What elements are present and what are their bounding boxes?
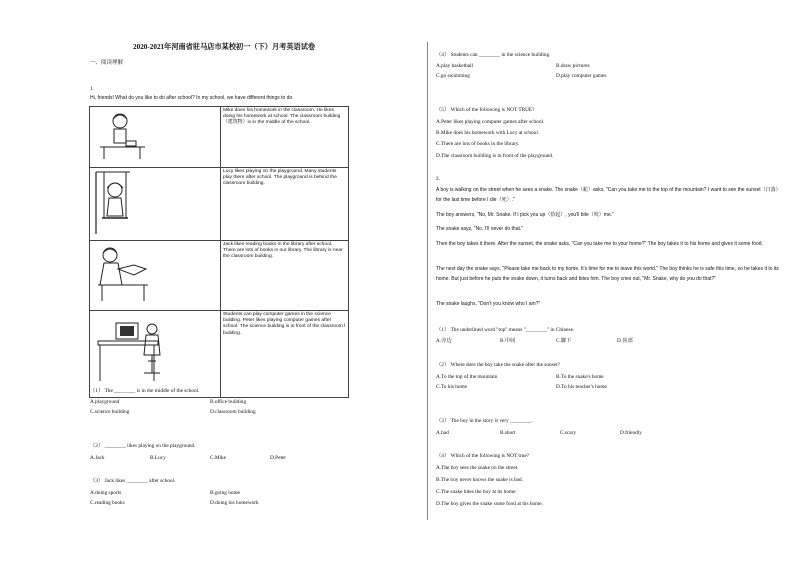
option-b: B.Mike does his homework with Lucy at school.: [436, 130, 540, 136]
question-4: （4） Students can ________ in the science building.: [436, 52, 551, 58]
passage-number: 2.: [436, 176, 440, 182]
option-b: B.To the snake's home: [556, 374, 604, 380]
option-d: D.doing his homework: [210, 500, 259, 506]
option-c: C.The snake bites the boy at its home.: [436, 489, 517, 495]
boy-reading-icon: [90, 241, 220, 305]
passage-paragraph: The boy answers, "No, Mr. Snake. If I pick you up（拾起）, you'll bite（咬）me.": [436, 212, 614, 218]
girl-on-swing-icon: [90, 168, 220, 235]
option-a: A.doing sports: [90, 490, 122, 496]
question-5: （5） Which of the following is NOT TRUE?: [436, 107, 535, 113]
option-a: A.To the top of the mountain: [436, 374, 498, 380]
question-2: （2） ________ likes playing on the playground.: [90, 443, 196, 449]
passage-paragraph: Then the boy takes it there. After the sunset, the snake asks, "Can you take me to your home?" The boy takes it to his home and gives it some food.: [436, 241, 763, 247]
question-2: （2） Where does the boy take the snake after the sunset?: [436, 362, 560, 368]
row-text: Students can play computer games in the science building. Peter likes playing computer games after school. The science building is in front of the classroom l building.: [223, 312, 346, 336]
option-c: C.To his home: [436, 384, 467, 390]
passage-paragraph: The snake laughs, "Don't you know who I am?": [436, 301, 541, 307]
column-divider: [427, 42, 428, 520]
option-d: D.classroom building: [210, 409, 256, 415]
option-b: B.short: [500, 430, 516, 436]
question-1: （1） The underlined word "top" means "________" in Chinese.: [436, 327, 575, 333]
option-c: C.scary: [560, 430, 577, 436]
passage-paragraph: The next day the snake says, "Please take me back to my home. It's time for me to leave this world." The boy thinks he is safe this time, so he takes it to its home. But just before he puts the snake down, it turns back and bites him. The boy cries out, "Mr. Snake, why do you do that?": [436, 266, 779, 282]
picture-cell: [90, 107, 221, 168]
picture-table: [89, 106, 349, 398]
option-d: D.play computer games: [556, 73, 607, 79]
boy-doing-homework-icon: [90, 107, 220, 162]
passage-number: 1.: [90, 86, 94, 92]
question-3: （3） Jack likes ________ after school.: [90, 478, 176, 484]
passage-paragraph: The snake says, "No, I'll never do that.": [436, 226, 524, 232]
option-a: A.bad: [436, 430, 449, 436]
option-c: C.science building: [90, 409, 130, 415]
option-d: D.Peter: [270, 455, 287, 461]
option-d: D.The boy gives the snake some food at his home.: [436, 501, 543, 507]
option-c: C.脚下: [556, 338, 572, 344]
option-a: A.playground: [90, 399, 120, 405]
row-text: Jack likes reading books in the library after school. There are lots of books in our library. The library is near the classroom building.: [223, 242, 343, 260]
option-d: D.顶部: [617, 338, 633, 344]
page-title: 2020-2021年河南省驻马店市某校初一（下）月考英语试卷: [133, 43, 316, 51]
option-d: D.The classroom building is in front of the playground.: [436, 153, 554, 159]
option-b: B.going home: [210, 490, 241, 496]
option-b: B.中间: [500, 338, 516, 344]
option-c: C.There are lots of books in the library.: [436, 141, 520, 147]
question-4: （4） Which of the following is NOT true?: [436, 453, 530, 459]
picture-cell: [90, 311, 221, 398]
option-a: A.The boy sees the snake on the street.: [436, 465, 519, 471]
option-d: D.friendly: [620, 430, 642, 436]
option-b: B.office building: [210, 399, 247, 405]
option-a: A.旁边: [436, 338, 452, 344]
option-a: A.Jack: [90, 455, 105, 461]
row-text: Mike does his homework in the classroom. He likes doing his homework at school. The classroom building（建筑物）is in the middle of the school.: [223, 108, 341, 126]
option-c: C.go swimming: [436, 73, 470, 79]
option-c: C.reading books: [90, 500, 125, 506]
section-heading: 一、阅读理解: [90, 60, 124, 66]
row-text: Lucy likes playing on the playground. Many students play there after school. The playground is behind the classroom building.: [223, 169, 337, 187]
option-a: A.Peter likes playing computer games after school.: [436, 119, 545, 125]
option-d: D.To his teacher's home: [556, 384, 607, 390]
option-b: B.The boy never knows the snake is bad.: [436, 477, 523, 483]
passage-paragraph: A boy is walking on the street when he sees a snake. The snake（蛇）asks, "Can you take me to the top of the mountain? I want to see the sunset（日落）for the last time before I die（死）.": [436, 187, 781, 203]
option-a: A.play basketball: [436, 63, 474, 69]
passage-intro: Hi, friends! What do you like to do after school? In my school, we have different things to do.: [90, 95, 294, 101]
computer-desk-icon: [90, 311, 220, 392]
option-c: C.Mike: [210, 455, 227, 461]
question-1: （1） The ________ is in the middle of the school.: [90, 388, 200, 394]
option-b: B.draw pictures: [556, 63, 590, 69]
question-3: （3） The boy in the story is very ________.: [436, 418, 533, 424]
option-b: B.Lucy: [150, 455, 166, 461]
picture-cell: [90, 168, 221, 241]
picture-cell: [90, 241, 221, 311]
